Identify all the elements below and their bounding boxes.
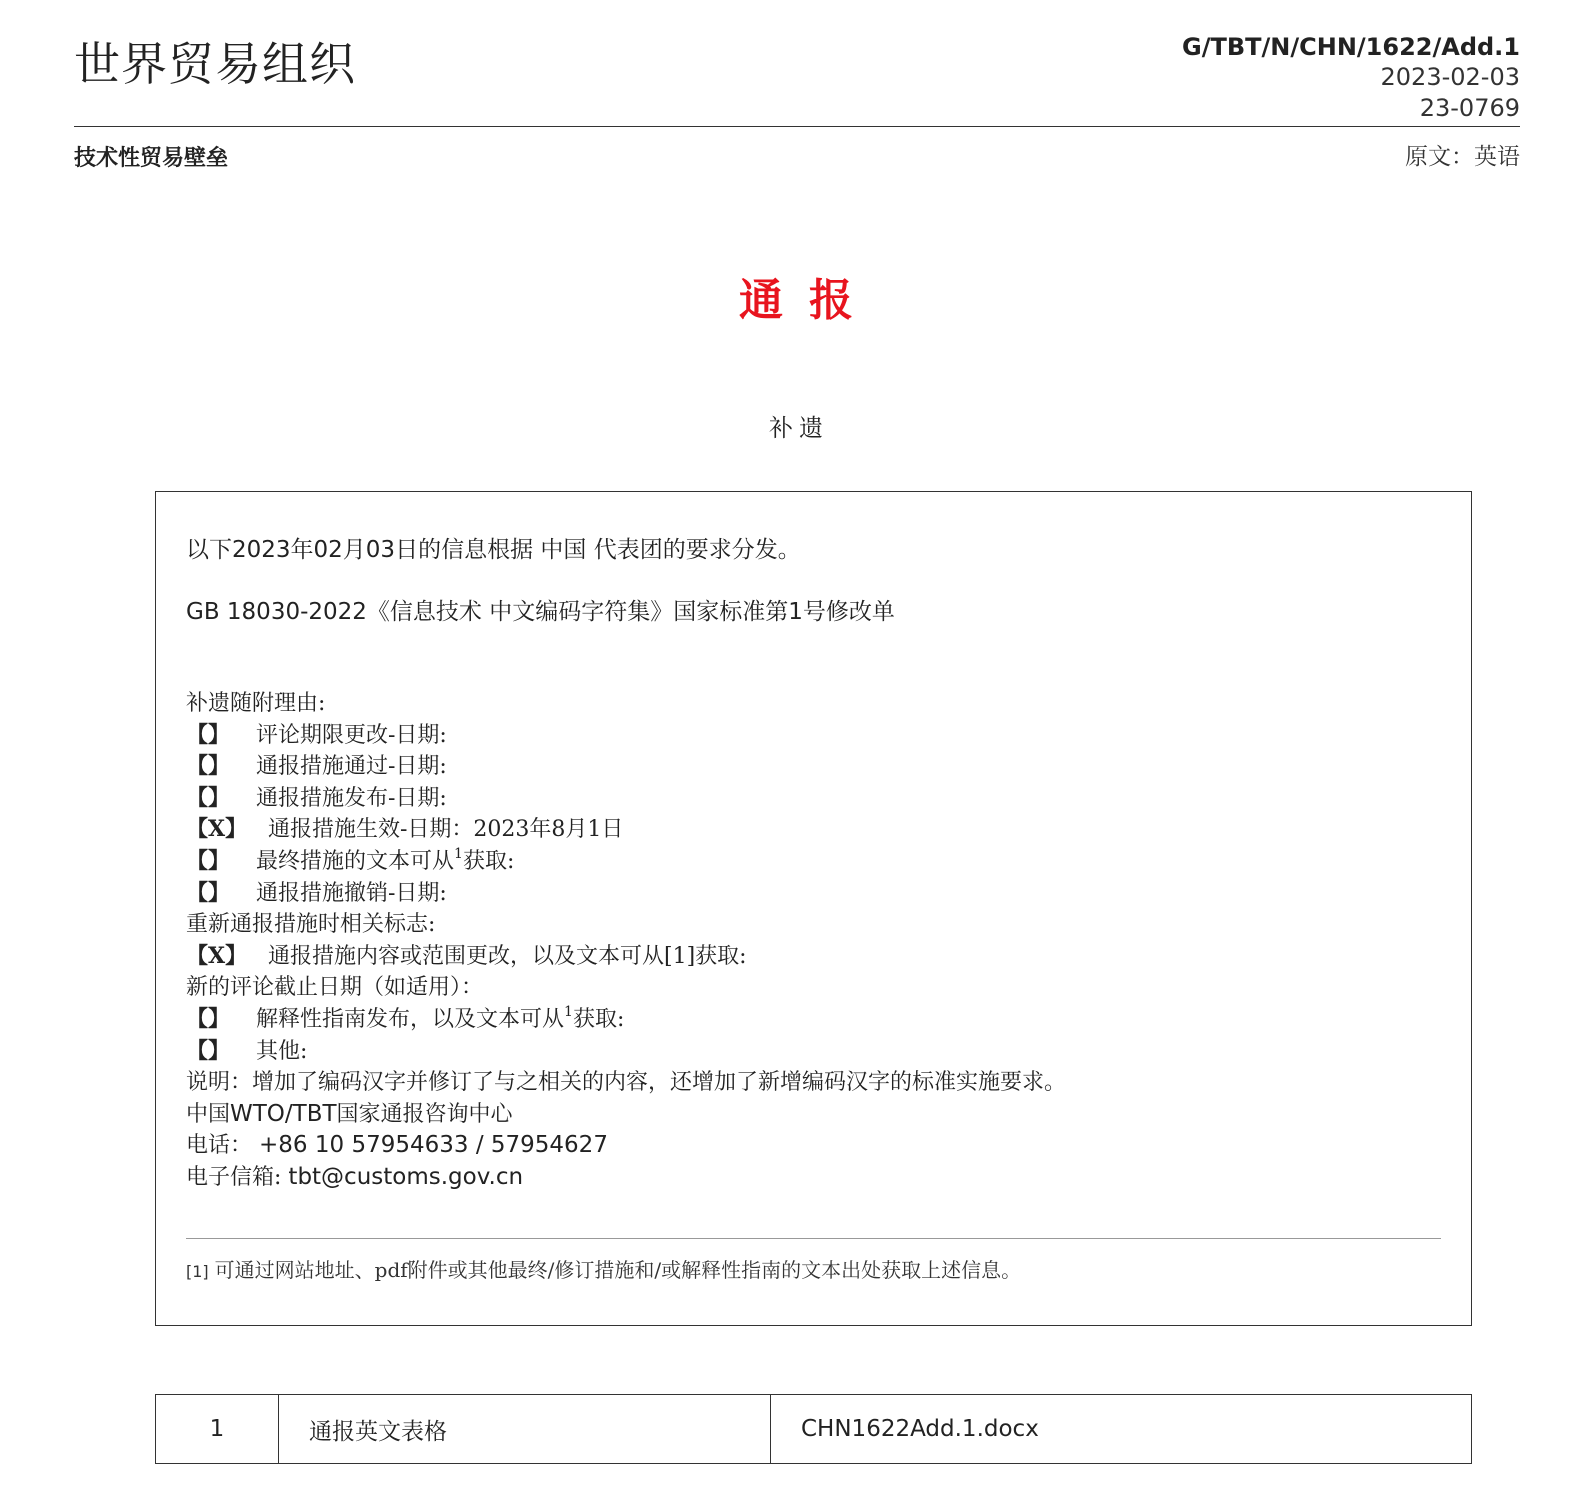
phone-label: 电话： (186, 1133, 253, 1159)
standard-title: GB 18030-2022《信息技术 中文编码字符集》国家标准第1号修改单 (186, 599, 895, 625)
reason-item (186, 751, 1066, 783)
document-meta (1182, 32, 1520, 124)
document-symbol: G/TBT/N/CHN/1622/Add.1 (1182, 33, 1520, 61)
checkbox-mark: 【】 (186, 879, 231, 906)
table-row (156, 1395, 1472, 1464)
reason-text-after: 获取: (462, 848, 515, 874)
footnote-text: 可通过网站地址、pdf附件或其他最终/修订措施和/或解释性指南的文本出处获取上述信息。 (214, 1258, 1022, 1282)
attachment-name: 通报英文表格 (279, 1395, 771, 1464)
checkbox-mark: 【】 (186, 721, 231, 748)
checkbox-mark: 【】 (186, 1037, 231, 1064)
header-divider (74, 126, 1520, 127)
reason-item (186, 814, 1066, 846)
other-item (186, 1036, 1066, 1068)
new-deadline: 新的评论截止日期（如适用）： (186, 975, 484, 1001)
contact-phone (186, 1130, 1066, 1162)
renotify-heading: 重新通报措施时相关标志: (186, 912, 436, 938)
phone-number: +86 10 57954633 / 57954627 (259, 1132, 608, 1159)
reason-text: 最终措施的文本可从 (256, 848, 455, 874)
renotify-text: 通报措施内容或范围更改，以及文本可从[1]获取: (268, 943, 747, 969)
footnote-ref: 1 (564, 1003, 573, 1020)
reason-item (186, 783, 1066, 815)
checkbox-mark: 【】 (186, 753, 231, 780)
explanation: 说明：增加了编码汉字并修订了与之相关的内容，还增加了新增编码汉字的标准实施要求。 (186, 1070, 1067, 1096)
footnote (186, 1255, 1021, 1287)
checkbox-mark: 【X】 (186, 942, 248, 969)
contact-organization (186, 1099, 1066, 1131)
other-text: 解释性指南发布，以及文本可从 (256, 1006, 565, 1032)
contact-org-suffix: 国家通报咨询中心 (336, 1101, 513, 1127)
other-item (186, 1004, 1066, 1036)
reason-text: 通报措施通过-日期: (256, 754, 447, 780)
reason-item (186, 878, 1066, 910)
email-label: 电子信箱: (186, 1164, 282, 1190)
footnote-divider (186, 1238, 1441, 1239)
notification-box (155, 491, 1472, 1326)
document-date: 2023-02-03 (1380, 63, 1520, 91)
reason-text: 通报措施撤销-日期: (256, 880, 447, 906)
attachment-file[interactable]: CHN1622Add.1.docx (771, 1395, 1472, 1464)
email-address: tbt@customs.gov.cn (288, 1163, 524, 1190)
footnote-ref: 1 (454, 845, 463, 862)
checkbox-mark: 【】 (186, 847, 231, 874)
reasons-list (186, 688, 1066, 1194)
checkbox-mark: 【】 (186, 1005, 231, 1032)
section-title: 技术性贸易壁垒 (74, 146, 229, 171)
reason-text: 通报措施生效-日期：2023年8月1日 (268, 817, 624, 843)
renotify-item (186, 941, 1066, 973)
reason-item (186, 720, 1066, 752)
attachment-table (155, 1394, 1472, 1464)
contact-org-prefix: 中国 (186, 1101, 231, 1127)
intro-text: 以下2023年02月03日的信息根据 中国 代表团的要求分发。 (186, 537, 801, 563)
reason-item (186, 846, 1066, 878)
contact-email (186, 1162, 1066, 1194)
addendum-label: 补遗 (769, 414, 829, 442)
other-text: 其他: (256, 1038, 308, 1064)
original-language: 原文：英语 (1405, 144, 1520, 170)
checkbox-mark: 【X】 (186, 816, 248, 843)
reasons-heading: 补遗随附理由: (186, 691, 326, 716)
attachment-index: 1 (156, 1395, 279, 1464)
checkbox-mark: 【】 (186, 784, 231, 811)
reason-text: 评论期限更改-日期: (256, 722, 447, 748)
other-text-after: 获取: (572, 1006, 625, 1032)
footnote-mark: [1] (186, 1262, 209, 1281)
reason-text: 通报措施发布-日期: (256, 785, 447, 811)
document-number: 23-0769 (1419, 94, 1520, 122)
notice-title: 通报 (739, 275, 879, 326)
organization-title: 世界贸易组织 (74, 37, 356, 91)
contact-org-mid: WTO/TBT (230, 1100, 337, 1127)
